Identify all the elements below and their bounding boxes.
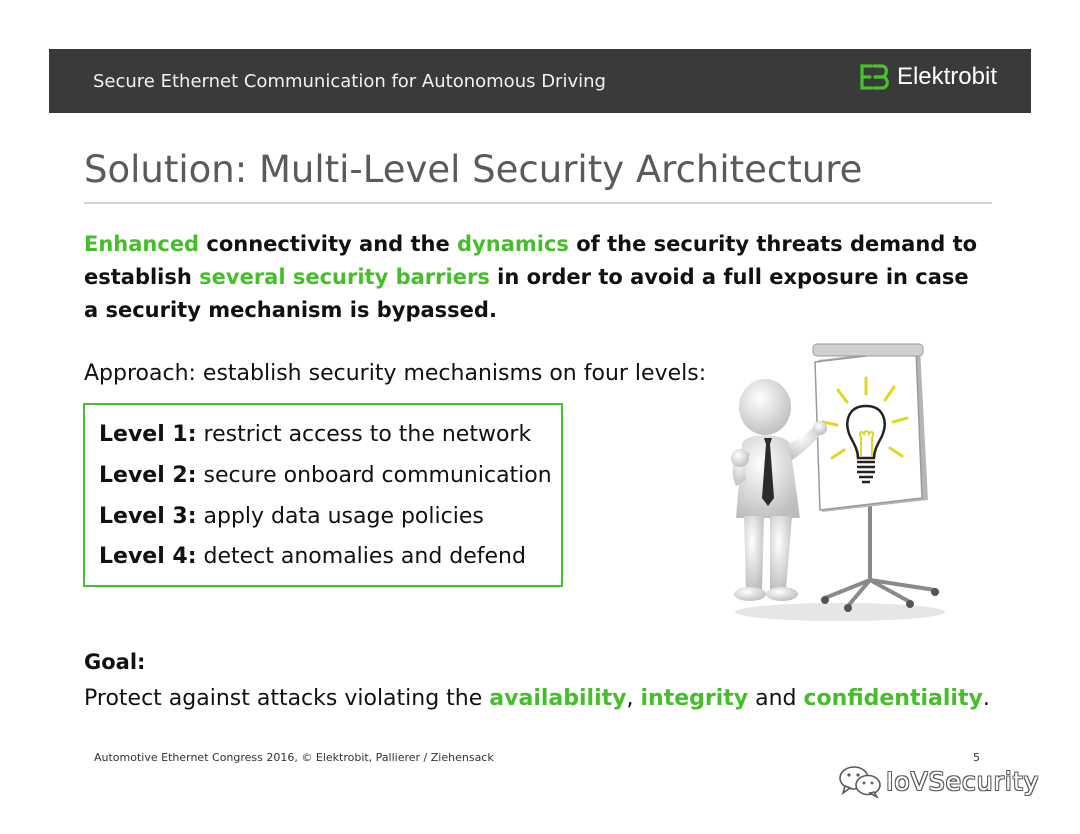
level-label: Level 3: (99, 504, 197, 529)
header-title: Secure Ethernet Communication for Autonomous Driving (93, 71, 606, 92)
logo-wordmark: Elektrobit (896, 63, 997, 90)
level-text: detect anomalies and defend (196, 544, 526, 569)
intro-text-2: of the security threats demand to establish (84, 232, 978, 289)
goal-statement (84, 686, 990, 711)
intro-text-1: connectivity and the (199, 232, 458, 256)
footer-text: Automotive Ethernet Congress 2016, © Elektrobit, Pallierer / Ziehensack (94, 751, 494, 764)
level-text: secure onboard communication (196, 463, 552, 488)
goal-label: Goal: (84, 650, 146, 674)
goal-text-3: and (748, 686, 804, 711)
goal-text-4: . (982, 686, 990, 711)
watermark (838, 764, 1039, 798)
slide-title: Solution: Multi-Level Security Architecture (84, 148, 863, 191)
level-item-4 (99, 544, 526, 569)
level-item-1 (99, 422, 531, 447)
highlight-confidentiality: confidentiality (803, 686, 983, 711)
level-label: Level 4: (99, 544, 197, 569)
highlight-dynamics: dynamics (457, 232, 569, 256)
approach-text: Approach: establish security mechanisms on four levels: (84, 361, 707, 386)
level-text: apply data usage policies (196, 504, 484, 529)
intro-statement (84, 228, 984, 327)
level-item-3 (99, 504, 484, 529)
elektrobit-logo-icon (857, 63, 889, 91)
highlight-availability: availability (489, 686, 627, 711)
level-item-2 (99, 463, 552, 488)
intro-text-3: in order to avoid a full exposure in case a security mechanism is bypassed. (84, 265, 969, 322)
security-levels-box (83, 403, 563, 587)
goal-text-1: Protect against attacks violating the (84, 686, 490, 711)
watermark-text: IoVSecurity (886, 766, 1040, 796)
wechat-icon (838, 764, 882, 798)
slide-header (49, 49, 1031, 113)
goal-text-2: , (626, 686, 641, 711)
level-text: restrict access to the network (196, 422, 532, 447)
title-divider (84, 202, 992, 204)
level-label: Level 1: (99, 422, 197, 447)
highlight-enhanced: Enhanced (84, 232, 200, 256)
level-label: Level 2: (99, 463, 197, 488)
page-number: 5 (973, 751, 980, 764)
presenter-flipchart-illustration (720, 340, 950, 625)
highlight-security-barriers: several security barriers (199, 265, 490, 289)
highlight-integrity: integrity (640, 686, 749, 711)
elektrobit-logo (857, 63, 997, 91)
